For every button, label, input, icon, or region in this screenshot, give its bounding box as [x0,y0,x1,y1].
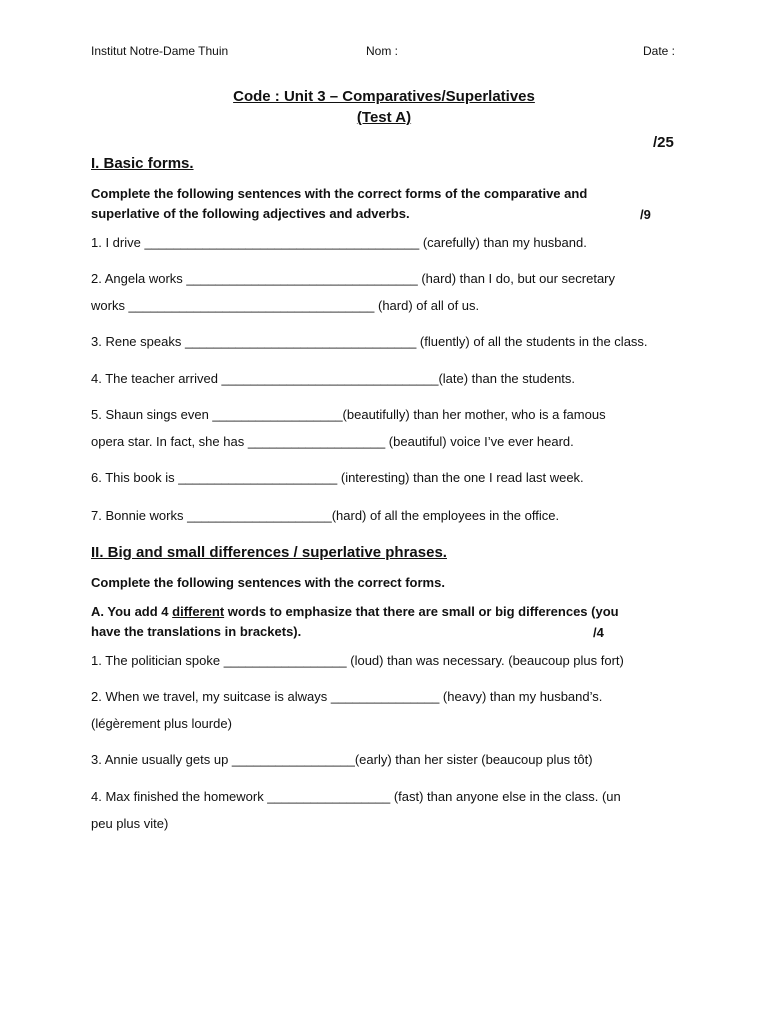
school-name: Institut Notre-Dame Thuin [91,44,229,58]
section1-item-7: 7. Bonnie works ____________________(hard) of all the employees in the office. [91,508,560,523]
partA-prefix: A. You add 4 [91,604,173,619]
section2-item-1: 1. The politician spoke _________________ (loud) than was necessary. (beaucoup plus fort) [91,653,624,668]
total-score: /25 [653,134,674,151]
partA-score: /4 [593,625,604,640]
section1-item-1: 1. I drive ______________________________________ (carefully) than my husband. [91,235,587,250]
section2-item-3: 3. Annie usually gets up _________________(early) than her sister (beaucoup plus tôt) [91,752,593,767]
page-title: Code : Unit 3 – Comparatives/Superlatives [233,88,535,105]
section1-item-5a: 5. Shaun sings even __________________(beautifully) than her mother, who is a famous [91,407,606,422]
partA-underlined-word: different [172,604,225,619]
section1-item-2a: 2. Angela works ________________________________ (hard) than I do, but our secretary [91,271,616,286]
section1-heading: I. Basic forms. [91,155,194,172]
section2-instruction: Complete the following sentences with the correct forms. [91,575,445,590]
section2-item-4b: peu plus vite) [91,816,169,831]
partA-instruction-line1 [91,604,619,619]
section1-score: /9 [640,207,651,222]
section2-item-2a: 2. When we travel, my suitcase is always _______________ (heavy) than my husband’s. [91,689,603,704]
section1-item-6: 6. This book is ______________________ (interesting) than the one I read last week. [91,470,584,485]
date-label: Date : [643,44,676,58]
section1-instruction-line1: Complete the following sentences with the correct forms of the comparative and [91,186,588,201]
section1-item-4: 4. The teacher arrived ______________________________(late) than the students. [91,371,576,386]
section1-item-5b: opera star. In fact, she has ___________________ (beautiful) voice I’ve ever heard. [91,434,574,449]
section2-heading: II. Big and small differences / superlative phrases. [91,544,447,561]
page-subtitle: (Test A) [356,109,412,126]
partA-instruction-line2: have the translations in brackets). [91,624,302,639]
section2-item-2b: (légèrement plus lourde) [91,716,232,731]
partA-suffix: words to emphasize that there are small or big differences (you [224,604,619,619]
section1-item-2b: works __________________________________ (hard) of all of us. [91,298,480,313]
section1-item-3: 3. Rene speaks ________________________________ (fluently) of all the students in the class. [91,334,648,349]
section2-item-4a: 4. Max finished the homework _________________ (fast) than anyone else in the class. (un [91,789,621,804]
section1-instruction-line2: superlative of the following adjectives and adverbs. [91,206,410,221]
name-label: Nom : [366,44,399,58]
